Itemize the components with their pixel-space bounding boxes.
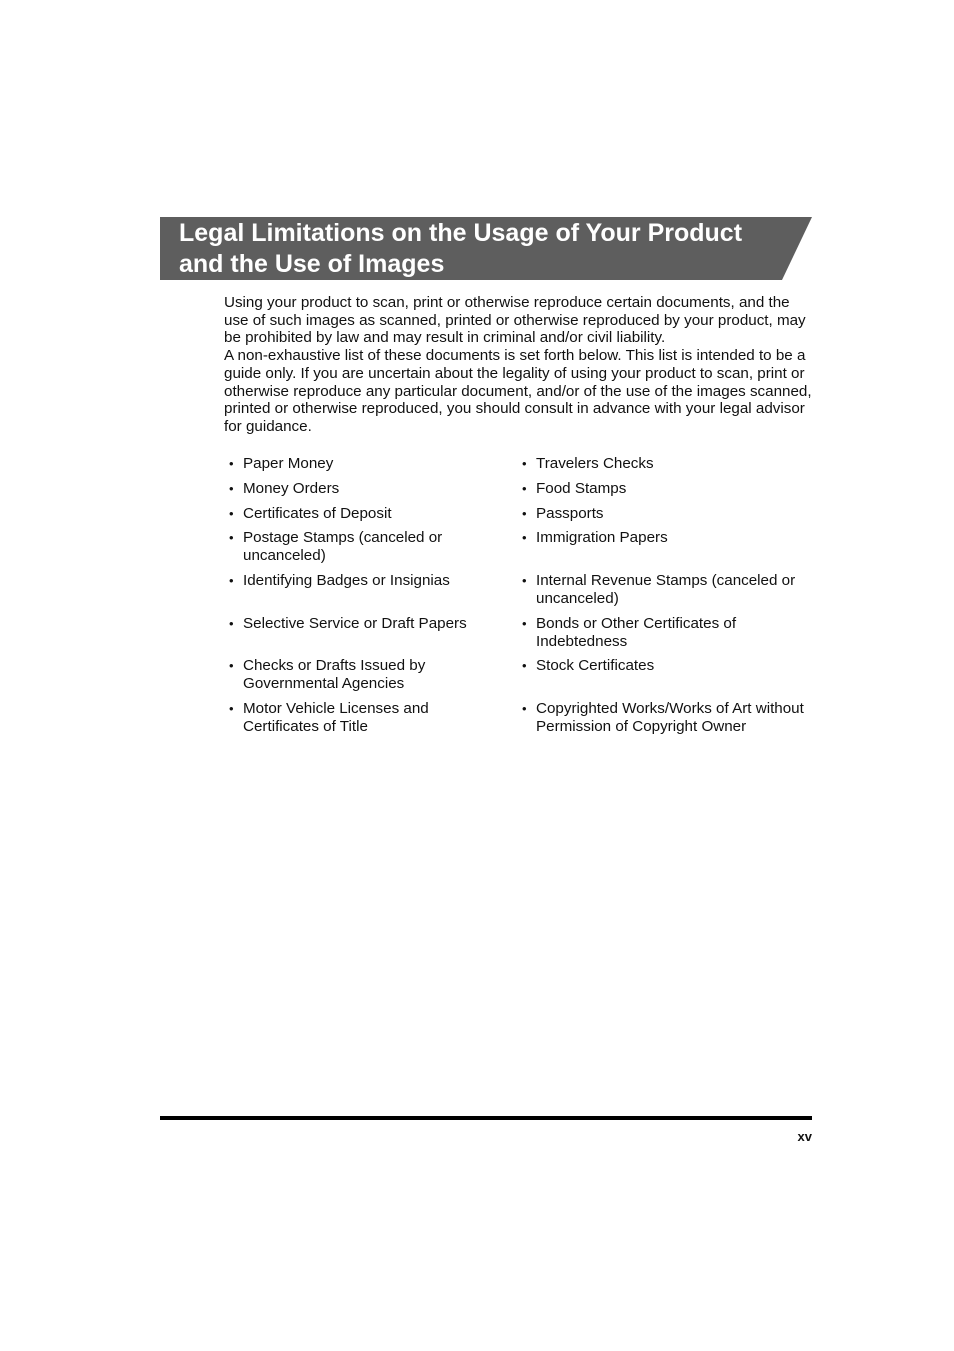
list-item-label: Motor Vehicle Licenses and Certificates of Title bbox=[243, 700, 429, 735]
list-item-label: Copyrighted Works/Works of Art without Permission of Copyright Owner bbox=[536, 700, 804, 735]
bullet-icon: • bbox=[522, 530, 527, 545]
bullet-icon: • bbox=[522, 573, 527, 588]
list-item-label: Paper Money bbox=[243, 455, 334, 472]
list-item bbox=[229, 505, 493, 523]
list-item bbox=[229, 572, 493, 590]
list-item bbox=[522, 480, 806, 498]
list-item bbox=[522, 505, 806, 523]
bullet-icon: • bbox=[522, 506, 527, 521]
list-item bbox=[522, 615, 806, 650]
list-item bbox=[522, 657, 806, 675]
list-item-label: Postage Stamps (canceled or uncanceled) bbox=[243, 529, 443, 564]
list-item bbox=[229, 657, 493, 692]
list-item bbox=[229, 480, 493, 498]
bullet-icon: • bbox=[229, 456, 234, 471]
list-item-label: Immigration Papers bbox=[536, 529, 668, 546]
list-item-label: Certificates of Deposit bbox=[243, 505, 392, 522]
bullet-icon: • bbox=[229, 506, 234, 521]
list-item-label: Selective Service or Draft Papers bbox=[243, 615, 467, 632]
bullet-icon: • bbox=[522, 701, 527, 716]
page-title-line-1: Legal Limitations on the Usage of Your Product bbox=[179, 219, 743, 247]
list-item-label: Travelers Checks bbox=[536, 455, 654, 472]
list-item-label: Money Orders bbox=[243, 480, 340, 497]
bullet-icon: • bbox=[522, 658, 527, 673]
list-item-label: Identifying Badges or Insignias bbox=[243, 572, 450, 589]
list-item bbox=[522, 455, 806, 473]
list-item-label: Stock Certificates bbox=[536, 657, 655, 674]
bullet-icon: • bbox=[229, 481, 234, 496]
list-item-label: Passports bbox=[536, 505, 604, 522]
page-title-line-2: and the Use of Images bbox=[179, 250, 445, 278]
footer-rule bbox=[160, 1116, 812, 1120]
list-item-label: Checks or Drafts Issued by Governmental Agencies bbox=[243, 657, 426, 692]
bullet-icon: • bbox=[229, 573, 234, 588]
intro-paragraph-2: A non-exhaustive list of these documents is set forth below. This list is intended to be a guide only. If you are uncertain about the legality of using your product to scan, print or otherwise reproduce any particular document, and/or of the use of the images scanned, printed or otherwise reproduced, you should consult in advance with your legal advisor for guidance. bbox=[224, 347, 812, 435]
list-item-label: Food Stamps bbox=[536, 480, 627, 497]
list-item bbox=[229, 700, 493, 735]
bullet-icon: • bbox=[522, 456, 527, 471]
list-item bbox=[522, 700, 806, 735]
list-item-label: Internal Revenue Stamps (canceled or uncanceled) bbox=[536, 572, 796, 607]
list-item bbox=[229, 529, 493, 564]
bullet-icon: • bbox=[229, 530, 234, 545]
bullet-icon: • bbox=[522, 481, 527, 496]
list-item bbox=[229, 455, 493, 473]
list-item bbox=[522, 529, 806, 547]
bullet-icon: • bbox=[522, 616, 527, 631]
list-item bbox=[522, 572, 806, 607]
bullet-icon: • bbox=[229, 658, 234, 673]
list-item-label: Bonds or Other Certificates of Indebtedness bbox=[536, 615, 737, 650]
bullet-icon: • bbox=[229, 616, 234, 631]
bullet-icon: • bbox=[229, 701, 234, 716]
list-item bbox=[229, 615, 493, 633]
intro-paragraph-1: Using your product to scan, print or otherwise reproduce certain documents, and the use of such images as scanned, printed or otherwise reproduced by your product, may be prohibited by law and may result in criminal and/or civil liability. bbox=[224, 294, 806, 347]
page-number: xv bbox=[797, 1129, 812, 1144]
